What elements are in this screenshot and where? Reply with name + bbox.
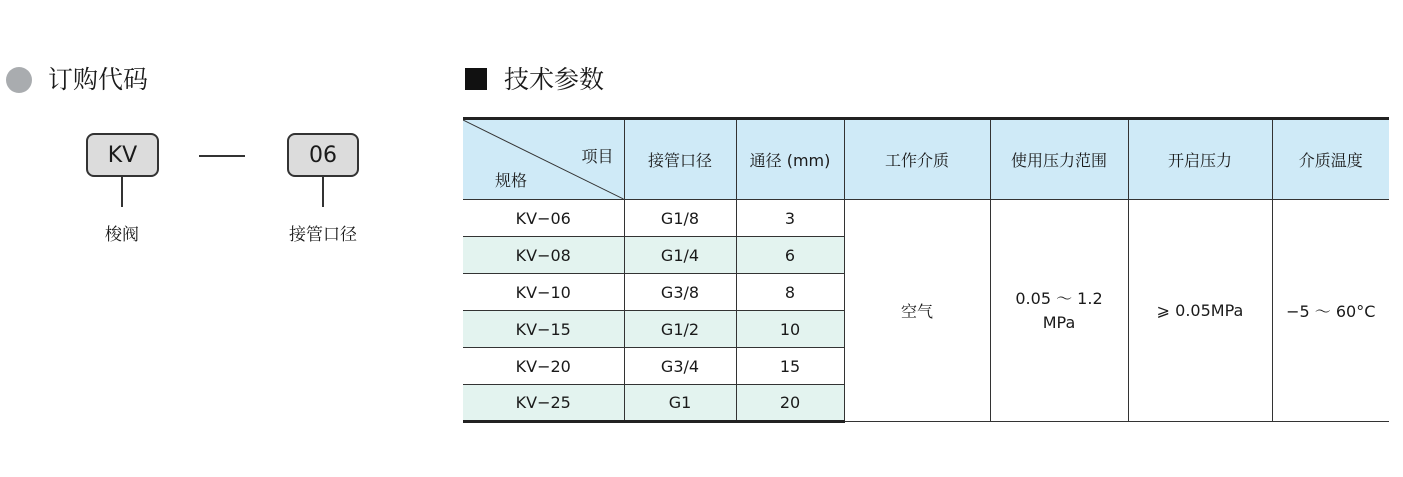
code-label-model: 梭阀 <box>105 225 139 245</box>
cell-medium-temp: −5 ～ 60°C <box>1272 200 1389 422</box>
header-item-label: 项目 <box>581 147 614 166</box>
code-leader-line <box>322 177 324 207</box>
header-medium: 工作介质 <box>844 119 990 200</box>
table-header-row <box>463 119 1389 200</box>
code-part-size-text: 06 <box>309 142 337 168</box>
header-opening-pressure: 开启压力 <box>1128 119 1272 200</box>
cell-model: KV−08 <box>463 237 624 274</box>
code-part-model <box>86 133 159 177</box>
table-row <box>463 200 1389 237</box>
cell-model: KV−10 <box>463 274 624 311</box>
cell-bore: 3 <box>736 200 844 237</box>
header-medium-temp: 介质温度 <box>1272 119 1389 200</box>
header-pressure-range: 使用压力范围 <box>990 119 1128 200</box>
cell-opening-pressure: ⩾ 0.05MPa <box>1128 200 1272 422</box>
pressure-range-unit: MPa <box>1042 312 1076 332</box>
cell-pipe: G3/4 <box>624 348 736 385</box>
cell-pipe: G1/4 <box>624 237 736 274</box>
code-part-size <box>287 133 359 177</box>
cell-model: KV−25 <box>463 385 624 422</box>
tech-params-title: 技术参数 <box>504 65 605 94</box>
cell-medium: 空气 <box>844 200 990 422</box>
cell-model: KV−20 <box>463 348 624 385</box>
cell-pipe: G3/8 <box>624 274 736 311</box>
cell-model: KV−15 <box>463 311 624 348</box>
cell-pressure-range <box>990 200 1128 422</box>
section-bullet-icon <box>6 67 32 93</box>
code-part-model-text: KV <box>107 142 138 168</box>
cell-model: KV−06 <box>463 200 624 237</box>
pressure-range-value: 0.05 ～ 1.2 <box>1015 288 1103 308</box>
code-leader-line <box>121 177 123 207</box>
order-code-title: 订购代码 <box>48 65 149 94</box>
section-square-icon <box>465 68 487 90</box>
code-separator-dash <box>199 155 245 157</box>
cell-pipe: G1 <box>624 385 736 422</box>
cell-pipe: G1/8 <box>624 200 736 237</box>
cell-bore: 8 <box>736 274 844 311</box>
cell-bore: 20 <box>736 385 844 422</box>
header-pipe-size: 接管口径 <box>624 119 736 200</box>
header-bore: 通径 (mm) <box>736 119 844 200</box>
tech-params-table <box>463 117 1389 423</box>
cell-bore: 15 <box>736 348 844 385</box>
cell-bore: 6 <box>736 237 844 274</box>
header-diagonal-cell <box>463 119 624 200</box>
header-spec-label: 规格 <box>495 171 528 190</box>
code-label-size: 接管口径 <box>289 225 357 245</box>
cell-bore: 10 <box>736 311 844 348</box>
cell-pipe: G1/2 <box>624 311 736 348</box>
